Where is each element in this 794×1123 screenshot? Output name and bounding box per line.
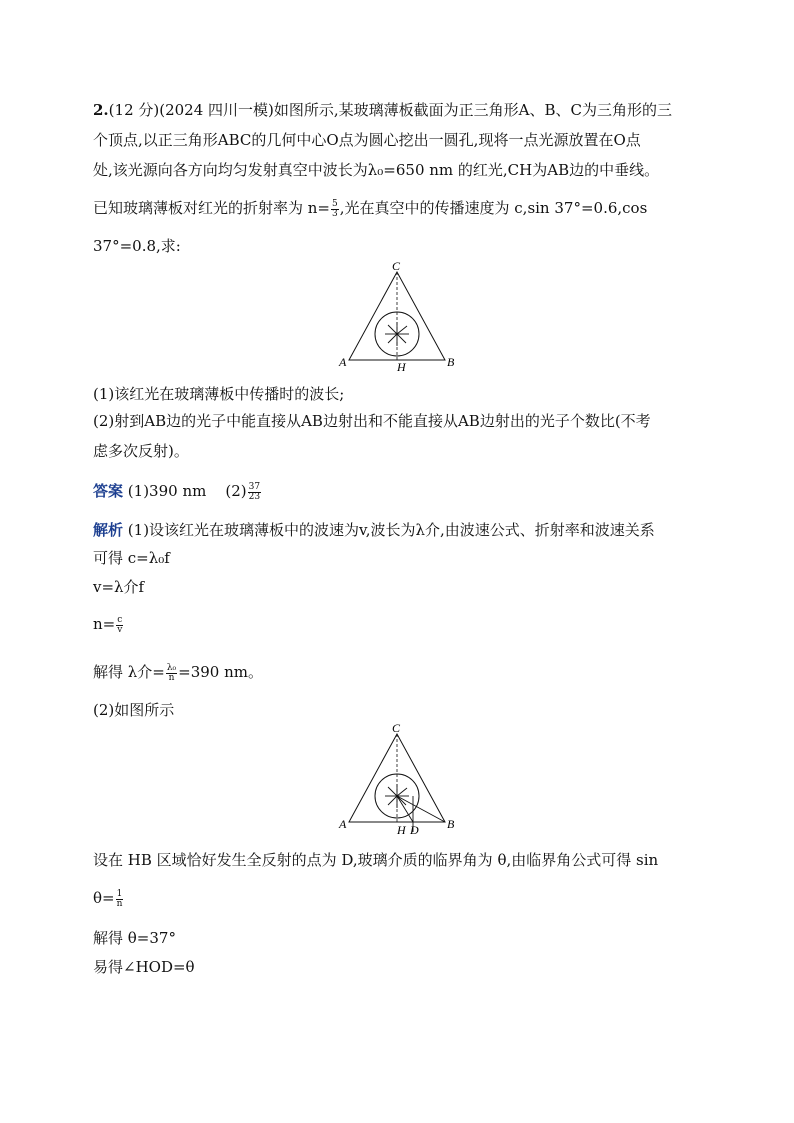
fraction-numerator: 5 (332, 198, 338, 209)
figure-1-label-b: B (447, 355, 455, 369)
analysis-text-5a: 解得 λ介= (93, 663, 165, 681)
figure-2-label-d: D (410, 823, 419, 837)
problem-line-4 (93, 198, 647, 219)
analysis-line-3: v=λ介f (93, 578, 145, 596)
question-2-line-1: (2)射到AB边的光子中能直接从AB边射出和不能直接从AB边射出的光子个数比(不考 (93, 412, 651, 430)
problem-text-4b: ,光在真空中的传播速度为 c,sin 37°=0.6,cos (339, 199, 648, 217)
critical-fraction-numerator: 1 (116, 888, 123, 899)
question-2-line-2: 虑多次反射)。 (93, 442, 189, 460)
fraction-denominator: 3 (332, 208, 338, 219)
figure-2-label-h: H (397, 823, 406, 837)
speed-fraction-denominator: v (117, 624, 123, 635)
answer-fraction-denominator: 23 (248, 491, 261, 502)
analysis-label: 解析 (93, 521, 124, 539)
analysis-line-10: 易得∠HOD=θ (93, 958, 195, 976)
figure-2-label-a: A (339, 817, 347, 831)
figure-2-triangle-diagram (335, 724, 465, 839)
problem-line-5: 37°=0.8,求: (93, 237, 181, 255)
problem-text-1: (12 分)(2024 四川一模)如图所示,某玻璃薄板截面为正三角形A、B、C为三角形的三 (108, 101, 672, 119)
speed-ratio-fraction (116, 616, 123, 635)
analysis-text-4a: n= (93, 615, 116, 633)
question-1: (1)该红光在玻璃薄板中传播时的波长; (93, 385, 345, 403)
speed-fraction-numerator: c (117, 614, 123, 625)
analysis-text-8a: θ= (93, 889, 115, 907)
figure-2-label-c: C (392, 724, 401, 735)
figure-1-label-c: C (392, 262, 401, 273)
analysis-line-8 (93, 888, 124, 909)
problem-text-4a: 已知玻璃薄板对红光的折射率为 n= (93, 199, 330, 217)
answer-fraction-numerator: 37 (248, 481, 261, 492)
analysis-line-7: 设在 HB 区域恰好发生全反射的点为 D,玻璃介质的临界角为 θ,由临界角公式可得 sin (93, 851, 659, 869)
wavelength-fraction-numerator: λ₀ (166, 662, 177, 673)
analysis-line-1 (93, 520, 655, 540)
figure-2-label-b: B (447, 817, 455, 831)
analysis-line-6: (2)如图所示 (93, 701, 175, 719)
answer-part-1: (1)390 nm (127, 482, 207, 500)
wavelength-fraction-denominator: n (168, 672, 175, 683)
answer-label: 答案 (93, 482, 124, 500)
answer-line (93, 481, 262, 502)
critical-angle-fraction (116, 890, 124, 909)
problem-line-2: 个顶点,以正三角形ABC的几何中心O点为圆心挖出一圆孔,现将一点光源放置在O点 (93, 131, 641, 149)
wavelength-fraction (166, 664, 177, 683)
answer-part-2: (2) (225, 482, 247, 500)
analysis-line-5 (93, 662, 263, 683)
problem-line-3: 处,该光源向各方向均匀发射真空中波长为λ₀=650 nm 的红光,CH为AB边的中垂线。 (93, 161, 660, 179)
figure-1-triangle-diagram (335, 262, 465, 372)
analysis-line-2: 可得 c=λ₀f (93, 549, 170, 567)
refractive-index-fraction (331, 200, 339, 219)
analysis-line-9: 解得 θ=37° (93, 929, 176, 947)
figure-1-label-a: A (339, 355, 347, 369)
critical-fraction-denominator: n (116, 898, 123, 909)
problem-number: 2. (93, 101, 109, 119)
analysis-text-1: (1)设该红光在玻璃薄板中的波速为v,波长为λ介,由波速公式、折射率和波速关系 (127, 521, 655, 539)
problem-line-1 (93, 100, 672, 120)
answer-ratio-fraction (248, 483, 261, 502)
analysis-text-5b: =390 nm。 (178, 663, 264, 681)
figure-1-label-h: H (397, 360, 406, 372)
analysis-line-4 (93, 614, 124, 635)
